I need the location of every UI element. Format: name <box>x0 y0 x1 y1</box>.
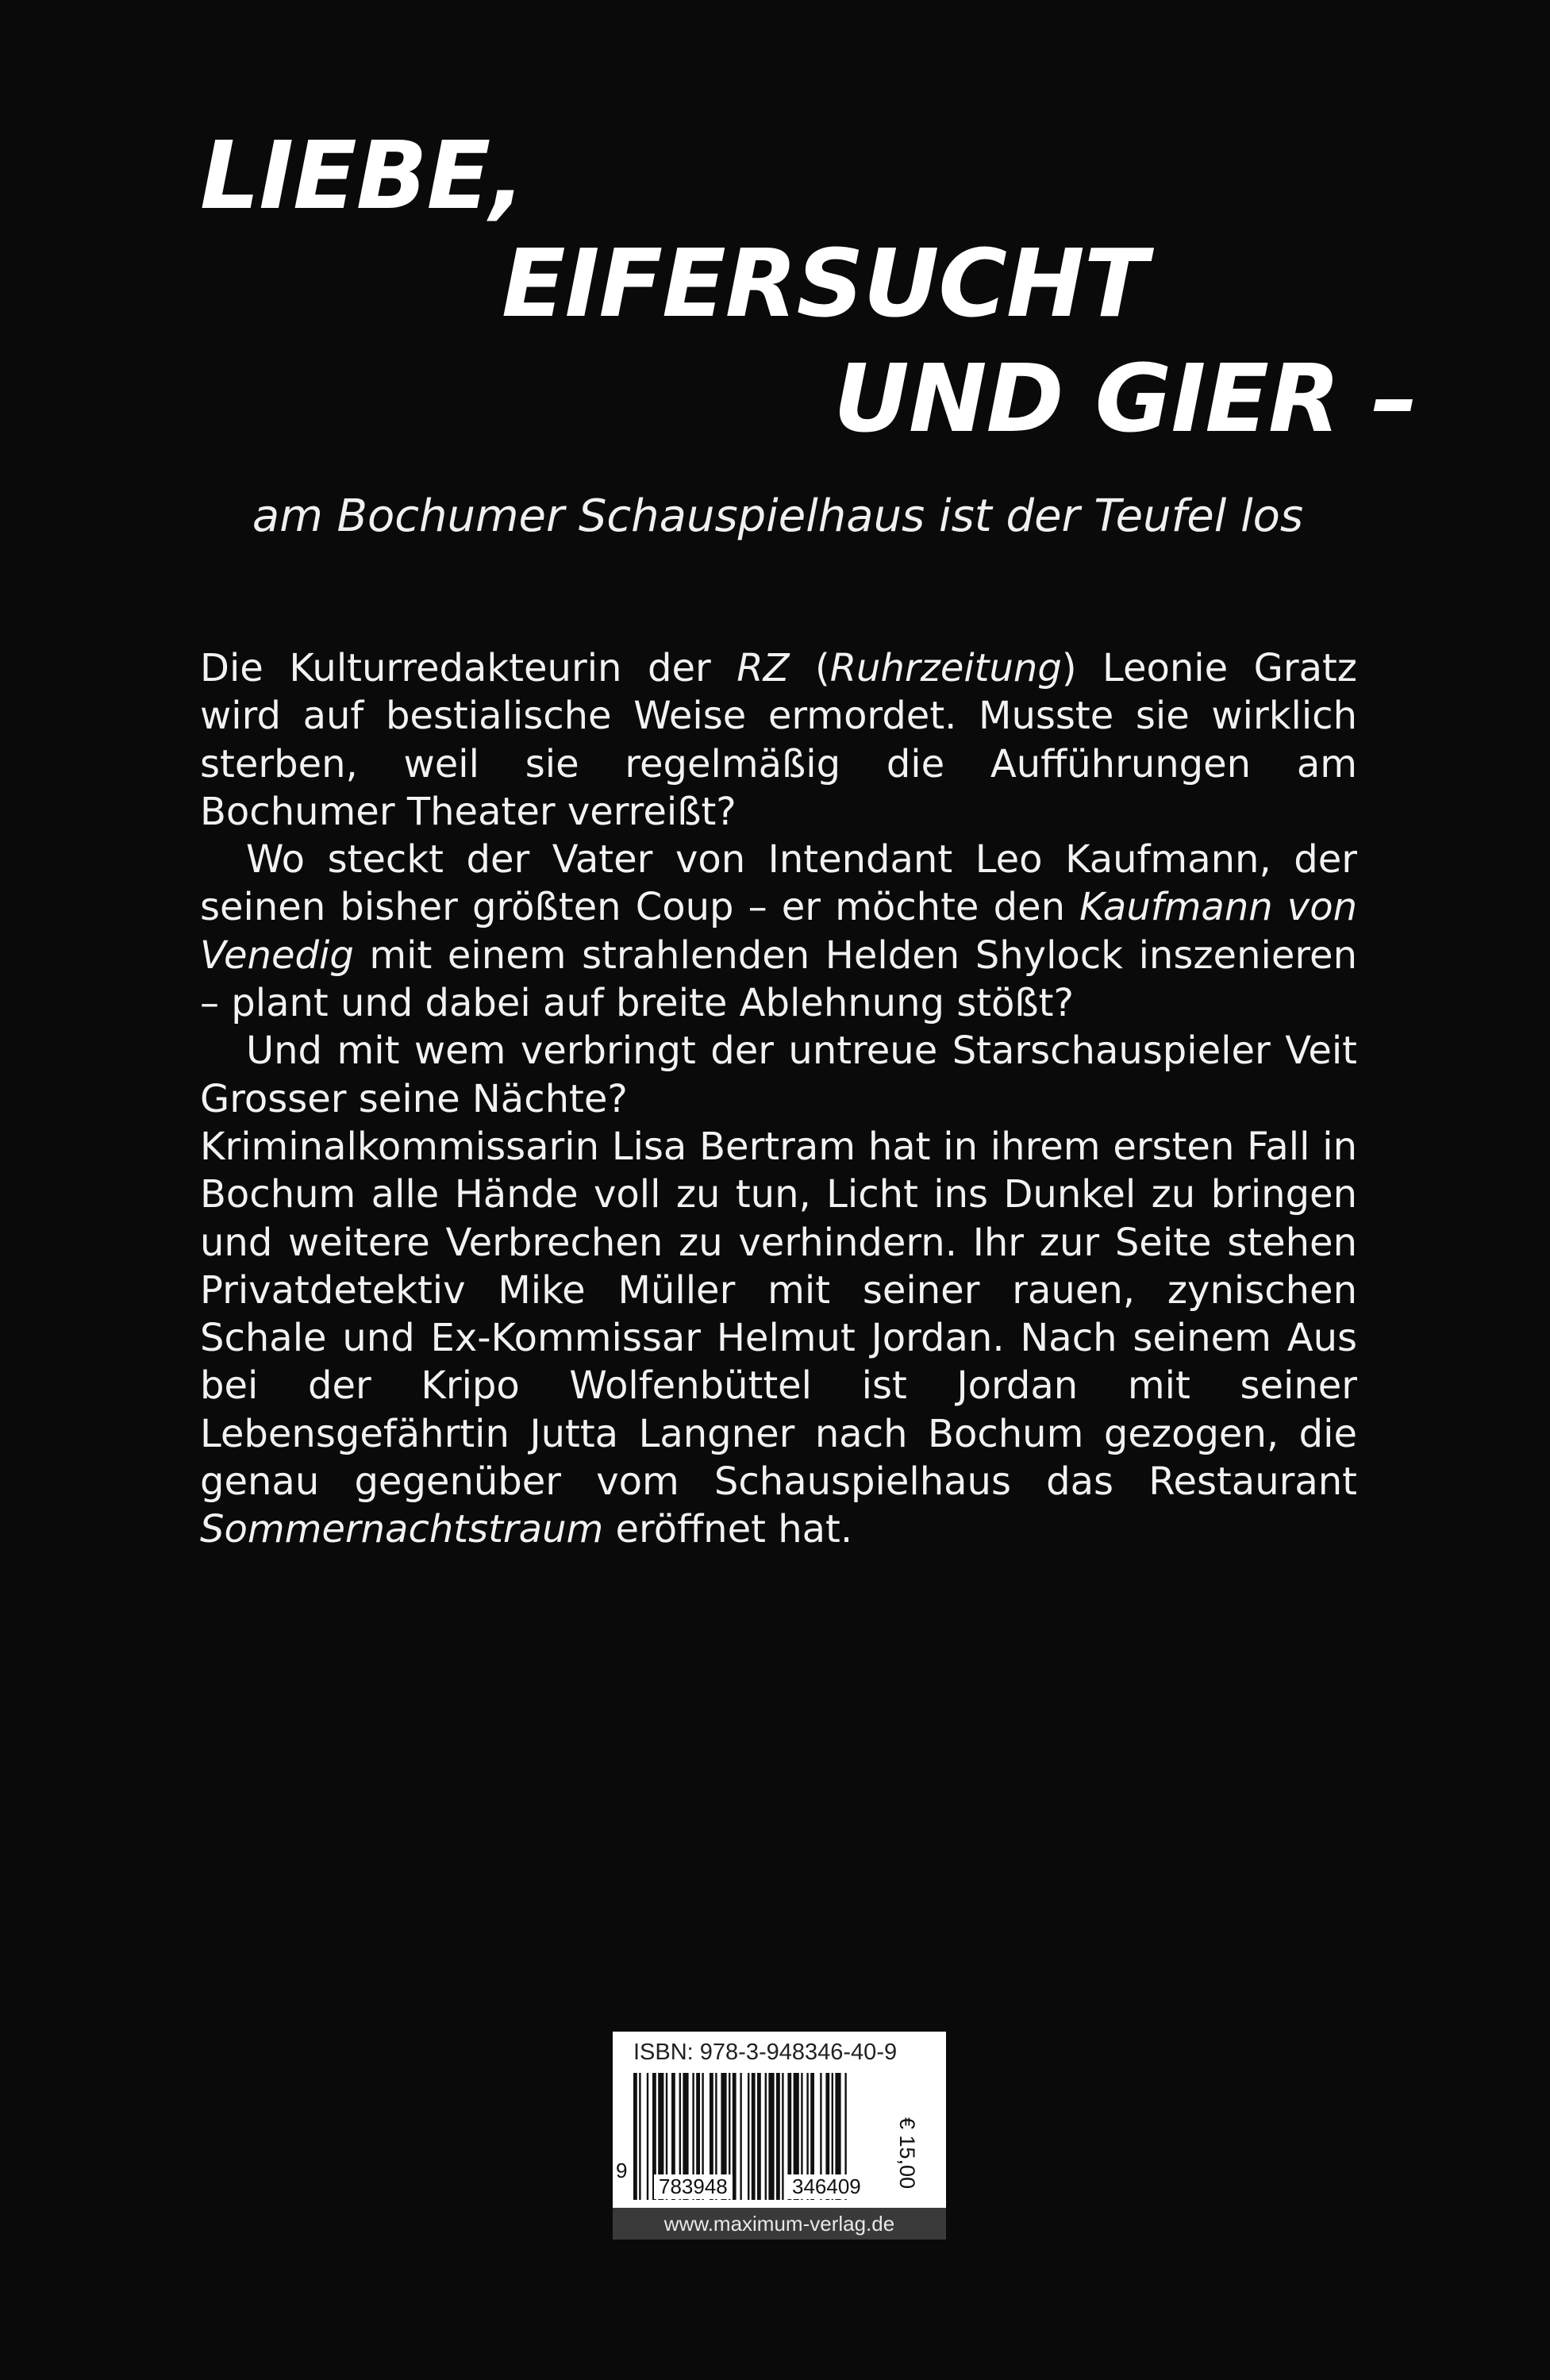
blurb-p4-text-a: Kriminalkommissarin Lisa Bertram hat in ihrem ersten Fall in Bochum alle Hände voll zu tun, Licht ins Dunkel zu bringen und weitere Verbrechen zu verhindern. Ihr zur Seite stehen Privatdetektiv Mike Müller mit seiner rauen, zynischen Schale und Ex-Kommissar Helmut Jordan. Nach seinem Aus bei der Kripo Wolfenbüttel ist Jordan mit seiner Lebensgefährtin Jutta Langner nach Bochum gezogen, die genau gegenüber vom Schauspielhaus das Restaurant <box>200 1124 1357 1505</box>
blurb-paragraph-1 <box>200 644 1357 836</box>
title-line-2: EIFERSUCHT <box>502 229 1148 338</box>
blurb-p4-text-c: eröffnet hat. <box>603 1507 853 1552</box>
blurb-p1-text-a: Die Kulturredakteurin der <box>200 646 737 690</box>
blurb-paragraph-4 <box>200 1123 1357 1554</box>
barcode-box <box>613 2032 946 2208</box>
barcode-digit-group-1: 783948 <box>654 2174 733 2199</box>
blurb-p1-text-e: ) Leonie Gratz wird auf bestialische Weise ermordet. Musste sie wirklich sterben, weil sie regelmäßig die Aufführungen am Bochumer Theater verreißt? <box>200 646 1357 834</box>
newspaper-abbrev: RZ <box>737 646 790 690</box>
play-title: Kaufmann von Venedig <box>200 885 1358 978</box>
title-line-1: LIEBE, <box>200 121 525 230</box>
barcode-digit-first: 9 <box>616 2159 628 2182</box>
blurb-paragraph-2 <box>200 836 1357 1027</box>
website-bar <box>613 2208 946 2240</box>
blurb-paragraph-3: Und mit wem verbringt der untreue Starschauspieler Veit Grosser seine Nächte? <box>200 1029 1357 1121</box>
blurb-p1-text-c: ( <box>789 646 830 690</box>
blurb-text <box>200 644 1357 1554</box>
blurb-p2-text-a: Wo steckt der Vater von Intendant Leo Kaufmann, der seinen bisher größten Coup – er möchte den <box>200 837 1357 930</box>
subtitle: am Bochumer Schauspielhaus ist der Teufel los <box>252 490 1304 542</box>
publisher-website: www.maximum-verlag.de <box>663 2212 895 2236</box>
blurb-p2-text-c: mit einem strahlenden Helden Shylock inszenieren – plant und dabei auf breite Ablehnung stößt? <box>200 932 1357 1026</box>
restaurant-name: Sommernachtstraum <box>200 1507 604 1552</box>
title-line-3: UND GIER – <box>833 344 1417 453</box>
newspaper-name: Ruhrzeitung <box>829 646 1062 690</box>
price-label: € 15,00 <box>895 2117 919 2190</box>
barcode-digit-group-2: 346409 <box>787 2174 866 2199</box>
isbn-label: ISBN: 978-3-948346-40-9 <box>633 2040 898 2065</box>
